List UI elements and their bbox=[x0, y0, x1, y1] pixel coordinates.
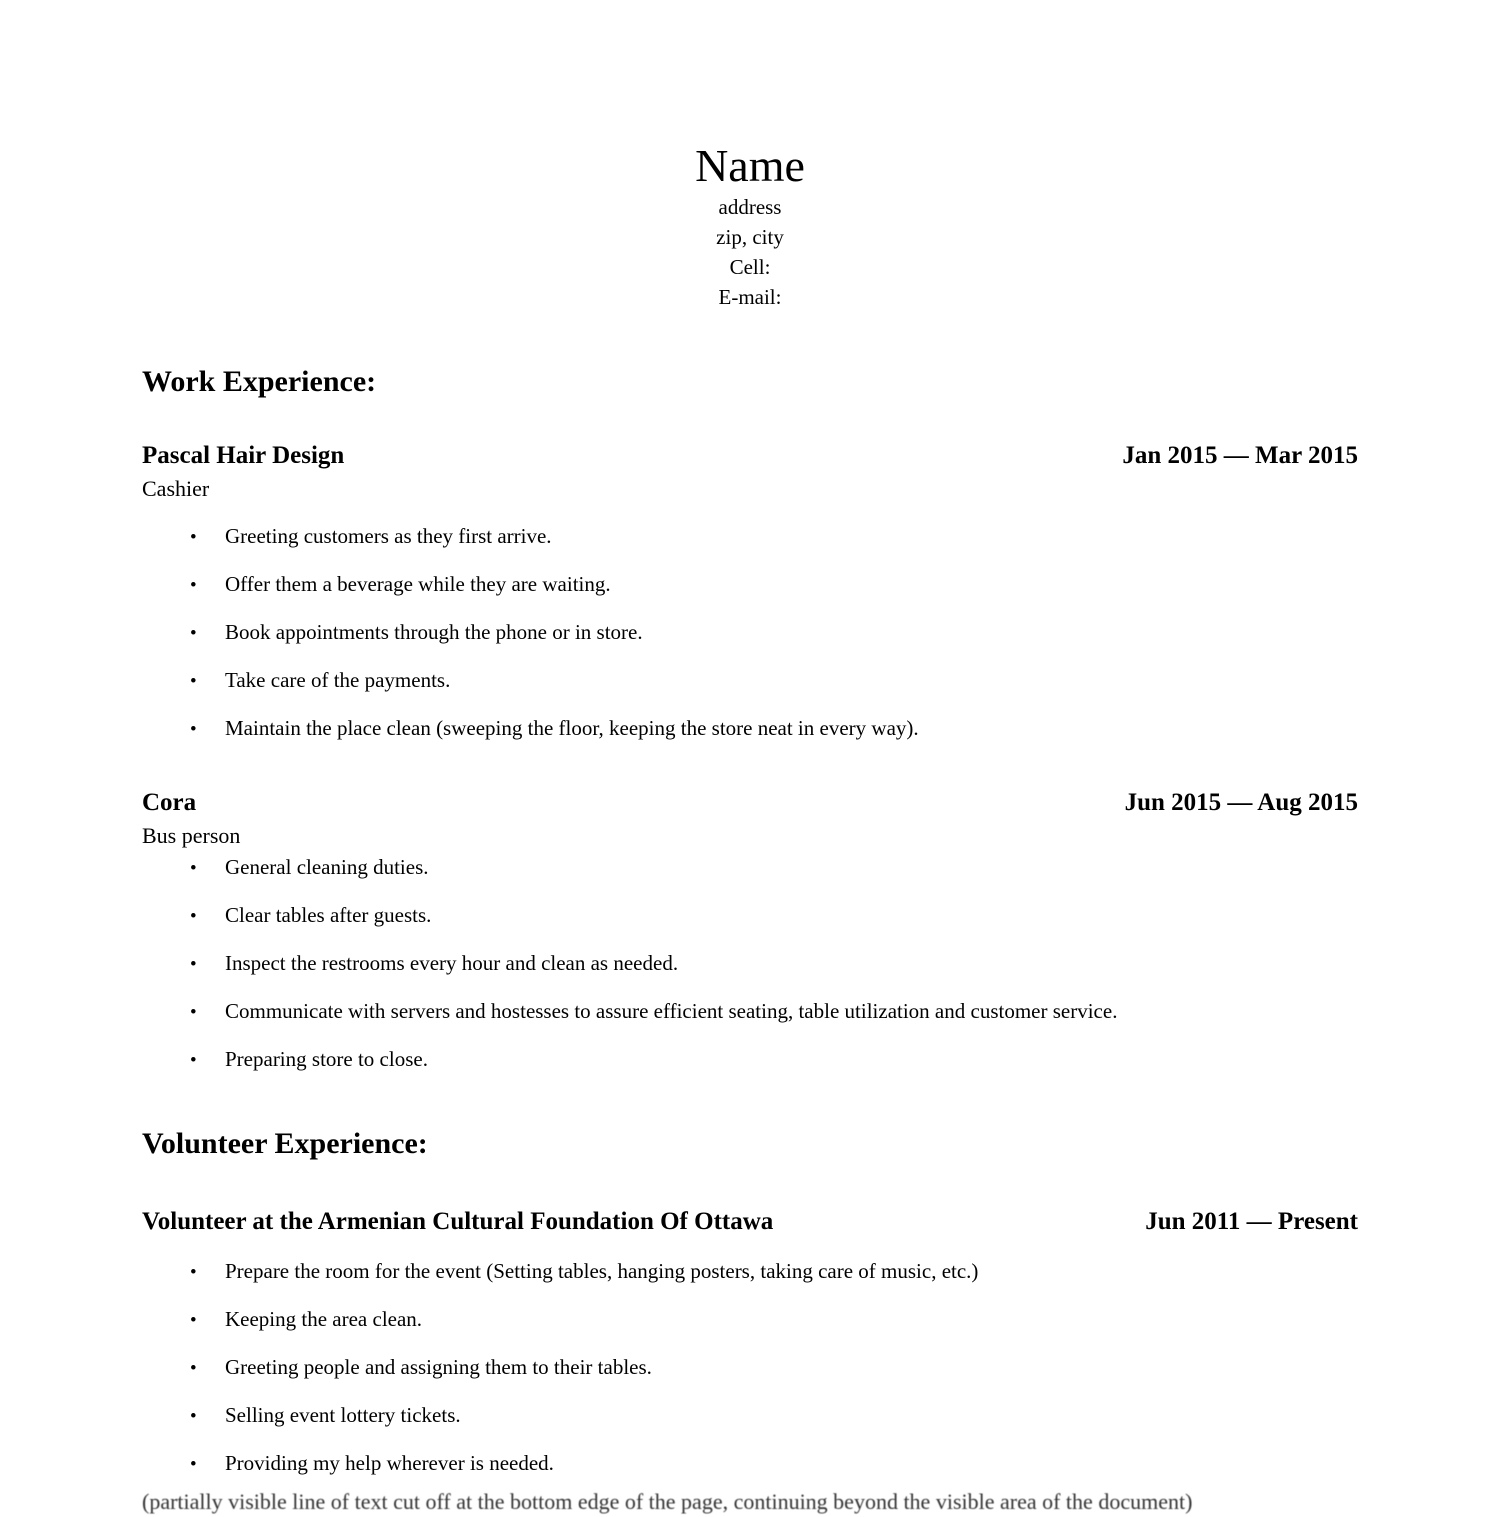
bullet-item bbox=[142, 1354, 1358, 1382]
contact-address: address bbox=[718, 195, 782, 219]
bullet-text: Selling event lottery tickets. bbox=[225, 1403, 461, 1427]
bullet-text: Maintain the place clean (sweeping the floor, keeping the store neat in every way). bbox=[225, 716, 919, 740]
bullet-text: Take care of the payments. bbox=[225, 668, 451, 692]
bullet-text: Communicate with servers and hostesses to assure efficient seating, table utilization and customer service. bbox=[225, 999, 1118, 1023]
section-title: Volunteer Experience: bbox=[142, 1127, 428, 1160]
bullet-icon: • bbox=[190, 623, 197, 644]
person-name: Name bbox=[695, 140, 805, 191]
section-title: Work Experience: bbox=[142, 365, 377, 398]
bullet-text: Providing my help wherever is needed. bbox=[225, 1451, 554, 1475]
bullet-text: Book appointments through the phone or in store. bbox=[225, 620, 643, 644]
bullet-list bbox=[142, 523, 1358, 743]
section-work-experience bbox=[142, 364, 1358, 1074]
bullet-list bbox=[142, 1258, 1358, 1478]
bullet-icon: • bbox=[190, 858, 197, 879]
bullet-icon: • bbox=[190, 1050, 197, 1071]
bullet-item bbox=[142, 1046, 1358, 1074]
bullet-list bbox=[142, 854, 1358, 1074]
entry-dates: Jun 2011 — Present bbox=[1145, 1208, 1358, 1235]
entry-header bbox=[142, 787, 1358, 819]
bullet-item bbox=[142, 1306, 1358, 1334]
company-name: Cora bbox=[142, 789, 197, 816]
bullet-icon: • bbox=[190, 527, 197, 548]
bullet-text: Offer them a beverage while they are waiting. bbox=[225, 572, 611, 596]
bullet-text: Keeping the area clean. bbox=[225, 1307, 423, 1331]
bullet-item bbox=[142, 998, 1358, 1026]
bullet-text: Preparing store to close. bbox=[225, 1047, 428, 1071]
job-title: Cashier bbox=[142, 476, 210, 501]
contact-cell: Cell: bbox=[729, 255, 771, 279]
bullet-item bbox=[142, 715, 1358, 743]
bullet-text: Greeting people and assigning them to their tables. bbox=[225, 1355, 652, 1379]
bullet-text: Greeting customers as they first arrive. bbox=[225, 524, 552, 548]
contact-email: E-mail: bbox=[718, 285, 782, 309]
bullet-icon: • bbox=[190, 1454, 197, 1475]
bullet-item bbox=[142, 667, 1358, 695]
section-volunteer-experience bbox=[142, 1126, 1358, 1478]
bullet-item bbox=[142, 523, 1358, 551]
bullet-text: General cleaning duties. bbox=[225, 855, 429, 879]
bullet-icon: • bbox=[190, 1310, 197, 1331]
company-name: Pascal Hair Design bbox=[142, 442, 345, 469]
bullet-icon: • bbox=[190, 906, 197, 927]
entry-header bbox=[142, 1206, 1358, 1238]
entry-dates: Jan 2015 — Mar 2015 bbox=[1122, 442, 1358, 469]
work-entry bbox=[142, 440, 1358, 743]
bullet-item bbox=[142, 902, 1358, 930]
bullet-icon: • bbox=[190, 1002, 197, 1023]
document-header bbox=[142, 140, 1358, 312]
job-title: Bus person bbox=[142, 823, 241, 848]
bullet-item bbox=[142, 854, 1358, 882]
bullet-icon: • bbox=[190, 1262, 197, 1283]
bullet-icon: • bbox=[190, 575, 197, 596]
bullet-text: Clear tables after guests. bbox=[225, 903, 432, 927]
entry-dates: Jun 2015 — Aug 2015 bbox=[1124, 789, 1358, 816]
bullet-text: Prepare the room for the event (Setting tables, hanging posters, taking care of music, etc.) bbox=[225, 1259, 979, 1283]
bullet-icon: • bbox=[190, 719, 197, 740]
bullet-text: Inspect the restrooms every hour and clean as needed. bbox=[225, 951, 679, 975]
cutoff-text-line: (partially visible line of text cut off at the bottom edge of the page, continuing beyond the visible area of the document) bbox=[142, 1489, 1193, 1514]
entry-header bbox=[142, 440, 1358, 472]
bullet-item bbox=[142, 619, 1358, 647]
bullet-item bbox=[142, 1258, 1358, 1286]
bullet-icon: • bbox=[190, 954, 197, 975]
bullet-item bbox=[142, 1402, 1358, 1430]
bullet-icon: • bbox=[190, 1358, 197, 1379]
bullet-item bbox=[142, 571, 1358, 599]
bullet-item bbox=[142, 950, 1358, 978]
work-entry bbox=[142, 787, 1358, 1074]
volunteer-entry bbox=[142, 1206, 1358, 1478]
bullet-icon: • bbox=[190, 671, 197, 692]
bullet-item bbox=[142, 1450, 1358, 1478]
contact-zip-city: zip, city bbox=[716, 225, 784, 249]
company-name: Volunteer at the Armenian Cultural Foundation Of Ottawa bbox=[142, 1208, 774, 1235]
bullet-icon: • bbox=[190, 1406, 197, 1427]
